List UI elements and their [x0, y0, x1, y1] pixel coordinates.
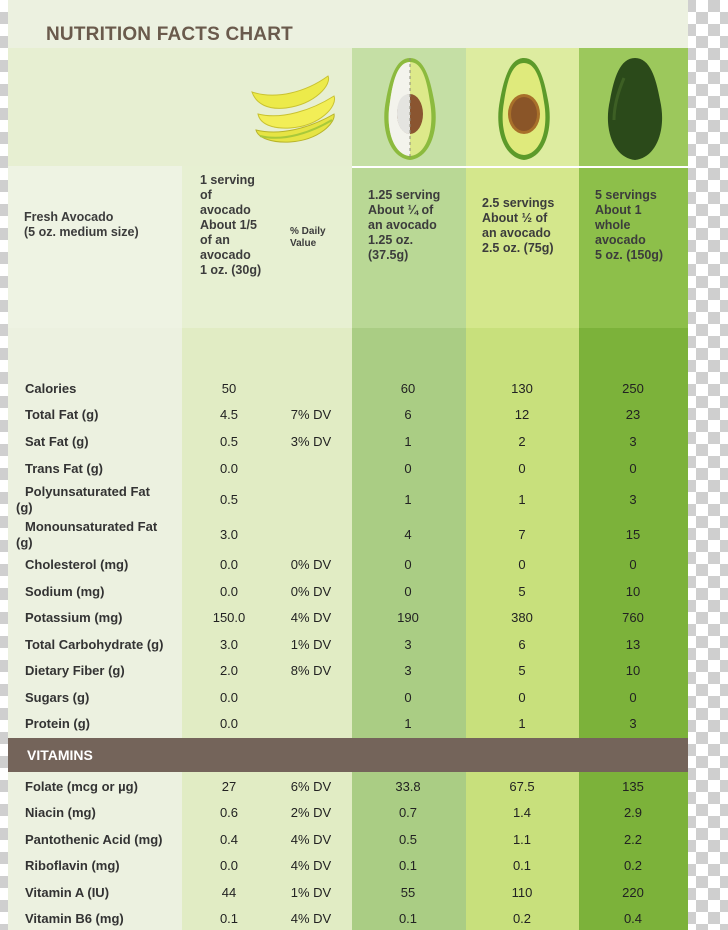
nutrient-label: [16, 484, 176, 516]
daily-value-header: [290, 226, 352, 250]
daily-value: 1% DV: [290, 885, 332, 900]
daily-value: 0% DV: [290, 557, 332, 572]
daily-value: 4% DV: [290, 832, 332, 847]
half-avocado-value: 1: [518, 716, 526, 731]
vitamin-label: Pantothenic Acid (mg): [25, 832, 163, 847]
header-line: 1.25 oz.: [368, 233, 414, 247]
quarter-avocado-value: 0: [404, 461, 412, 476]
header-line: 1.25 serving: [368, 188, 441, 202]
whole-avocado-value: 3: [629, 716, 637, 731]
quarter-avocado-value: 60: [400, 381, 416, 396]
title-bar: [8, 0, 688, 48]
nutrient-label: Sugars (g): [25, 690, 90, 705]
nutrient-label: Cholesterol (mg): [25, 557, 129, 572]
half-avocado-value: 0.1: [512, 858, 532, 873]
quarter-avocado-value: 0.1: [398, 858, 418, 873]
whole-avocado-value: 0.2: [623, 858, 643, 873]
daily-value: 4% DV: [290, 911, 332, 926]
vitamins-section-label: VITAMINS: [27, 747, 93, 763]
whole-avocado-value: 760: [622, 610, 644, 625]
vitamins-section-bar: [8, 738, 688, 772]
one-serving-value: 50: [221, 381, 237, 396]
whole-avocado-value: 23: [625, 407, 641, 422]
daily-value: 0% DV: [290, 584, 332, 599]
quarter-avocado-value: 190: [397, 610, 419, 625]
half-avocado-value: 12: [514, 407, 530, 422]
header-line: an avocado: [368, 218, 437, 232]
nutrient-label-line: (g): [16, 500, 33, 515]
nutrient-label: Protein (g): [25, 716, 90, 731]
half-avocado-value: 1: [518, 492, 526, 507]
header-line: 2.5 oz. (75g): [482, 241, 554, 255]
header-divider: [352, 166, 688, 168]
header-line: (5 oz. medium size): [24, 225, 139, 239]
half-avocado-value: 5: [518, 584, 526, 599]
quarter-avocado-value: 0.7: [398, 805, 418, 820]
quarter-serving-header: [368, 188, 464, 263]
whole-avocado-value: 10: [625, 663, 641, 678]
whole-avocado-column: [579, 48, 688, 930]
daily-value: 8% DV: [290, 663, 332, 678]
nutrient-label: Trans Fat (g): [25, 461, 104, 476]
header-line: avocado: [595, 233, 646, 247]
half-avocado-value: 6: [518, 637, 526, 652]
quarter-avocado-column: [352, 48, 466, 930]
half-avocado-value: 1.4: [512, 805, 532, 820]
half-avocado-value: 7: [518, 527, 526, 542]
nutrition-chart: [8, 0, 688, 930]
quarter-avocado-value: 1: [404, 716, 412, 731]
header-line: About ¼ of: [368, 203, 434, 217]
one-serving-value: 0.1: [219, 911, 239, 926]
half-avocado-value: 67.5: [509, 779, 535, 794]
nutrient-label: Calories: [25, 381, 77, 396]
header-line: avocado: [200, 203, 251, 217]
header-line: whole: [595, 218, 631, 232]
nutrient-label: [16, 519, 176, 551]
whole-avocado-value: 13: [625, 637, 641, 652]
half-avocado-value: 2: [518, 434, 526, 449]
header-line: About 1/5: [200, 218, 257, 232]
quarter-avocado-value: 1: [404, 492, 412, 507]
quarter-avocado-value: 6: [404, 407, 412, 422]
whole-serving-header: [595, 188, 687, 263]
daily-value: 3% DV: [290, 434, 332, 449]
one-serving-value: 27: [221, 779, 237, 794]
nutrient-label: Sat Fat (g): [25, 434, 89, 449]
quarter-avocado-value: 0: [404, 690, 412, 705]
quarter-avocado-value: 4: [404, 527, 412, 542]
half-avocado-value: 0: [518, 461, 526, 476]
whole-avocado-value: 2.9: [623, 805, 643, 820]
one-serving-value: 0.0: [219, 716, 239, 731]
daily-value: 6% DV: [290, 779, 332, 794]
one-serving-value: 0.5: [219, 434, 239, 449]
quarter-avocado-value: 0.1: [398, 911, 418, 926]
whole-avocado-value: 220: [622, 885, 644, 900]
header-line: an avocado: [482, 226, 551, 240]
one-serving-value: 0.0: [219, 557, 239, 572]
header-line: About ½ of: [482, 211, 548, 225]
whole-avocado-value: 3: [629, 492, 637, 507]
one-serving-value: 0.0: [219, 858, 239, 873]
nutrient-label: Total Carbohydrate (g): [25, 637, 164, 652]
one-serving-value: 44: [221, 885, 237, 900]
quarter-avocado-value: 55: [400, 885, 416, 900]
daily-value: 4% DV: [290, 610, 332, 625]
header-line: 2.5 servings: [482, 196, 555, 210]
nutrient-label: Dietary Fiber (g): [25, 663, 125, 678]
header-line: About 1: [595, 203, 642, 217]
one-serving-value: 0.0: [219, 690, 239, 705]
vitamin-label: Folate (mcg or µg): [25, 779, 138, 794]
nutrient-label-line: (g): [16, 535, 33, 550]
one-serving-value: 0.0: [219, 461, 239, 476]
quarter-avocado-value: 0: [404, 584, 412, 599]
quarter-avocado-value: 0.5: [398, 832, 418, 847]
header-line: (37.5g): [368, 248, 409, 262]
fresh-avocado-header: [24, 210, 174, 240]
one-serving-value: 0.0: [219, 584, 239, 599]
quarter-avocado-value: 33.8: [395, 779, 421, 794]
header-line: 5 oz. (150g): [595, 248, 664, 262]
half-avocado-value: 0: [518, 557, 526, 572]
avocado-slices-icon: [246, 70, 342, 150]
quarter-avocado-icon: [378, 56, 442, 162]
page-title: NUTRITION FACTS CHART: [46, 24, 293, 45]
half-avocado-icon: [492, 56, 556, 162]
quarter-avocado-value: 0: [404, 557, 412, 572]
half-avocado-value: 0: [518, 690, 526, 705]
header-line: Value: [290, 238, 317, 249]
half-avocado-value: 130: [511, 381, 533, 396]
vitamin-label: Vitamin A (IU): [25, 885, 110, 900]
header-line: % Daily: [290, 226, 326, 237]
header-line: of an: [200, 233, 230, 247]
daily-value: 4% DV: [290, 858, 332, 873]
whole-avocado-value: 0: [629, 690, 637, 705]
header-line: 5 servings: [595, 188, 657, 202]
quarter-avocado-value: 1: [404, 434, 412, 449]
whole-avocado-value: 15: [625, 527, 641, 542]
half-avocado-value: 0.2: [512, 911, 532, 926]
one-serving-value: 0.6: [219, 805, 239, 820]
nutrient-label: Potassium (mg): [25, 610, 123, 625]
whole-avocado-value: 3: [629, 434, 637, 449]
one-serving-value: 3.0: [219, 527, 239, 542]
half-avocado-column: [466, 48, 579, 930]
vitamin-label: Riboflavin (mg): [25, 858, 120, 873]
vitamin-label: Vitamin B6 (mg): [25, 911, 124, 926]
quarter-avocado-value: 3: [404, 663, 412, 678]
header-line: 1 serving: [200, 173, 255, 187]
whole-avocado-value: 135: [622, 779, 644, 794]
whole-avocado-value: 10: [625, 584, 641, 599]
one-serving-value: 0.4: [219, 832, 239, 847]
half-serving-header: [482, 196, 577, 256]
half-avocado-value: 5: [518, 663, 526, 678]
header-line: avocado: [200, 248, 251, 262]
header-line: 1 oz. (30g): [200, 263, 262, 277]
daily-value: 7% DV: [290, 407, 332, 422]
vitamin-label: Niacin (mg): [25, 805, 96, 820]
nutrient-label: Sodium (mg): [25, 584, 105, 599]
one-serving-value: 150.0: [212, 610, 246, 625]
quarter-avocado-value: 3: [404, 637, 412, 652]
whole-avocado-value: 2.2: [623, 832, 643, 847]
half-avocado-value: 110: [511, 885, 533, 900]
daily-value: 1% DV: [290, 637, 332, 652]
header-line: of: [200, 188, 212, 202]
whole-avocado-value: 0.4: [623, 911, 643, 926]
nutrient-label: Total Fat (g): [25, 407, 99, 422]
one-serving-value: 4.5: [219, 407, 239, 422]
daily-value: 2% DV: [290, 805, 332, 820]
nutrient-label-line: Polyunsaturated Fat: [25, 484, 150, 499]
half-avocado-value: 380: [511, 610, 533, 625]
one-serving-value: 3.0: [219, 637, 239, 652]
nutrient-label-line: Monounsaturated Fat: [25, 519, 158, 534]
one-serving-header: [200, 173, 280, 278]
one-serving-value: 0.5: [219, 492, 239, 507]
whole-avocado-icon: [602, 56, 668, 162]
one-serving-value: 2.0: [219, 663, 239, 678]
whole-avocado-value: 250: [622, 381, 644, 396]
header-line: Fresh Avocado: [24, 210, 114, 224]
half-avocado-value: 1.1: [512, 832, 532, 847]
whole-avocado-value: 0: [629, 461, 637, 476]
whole-avocado-value: 0: [629, 557, 637, 572]
